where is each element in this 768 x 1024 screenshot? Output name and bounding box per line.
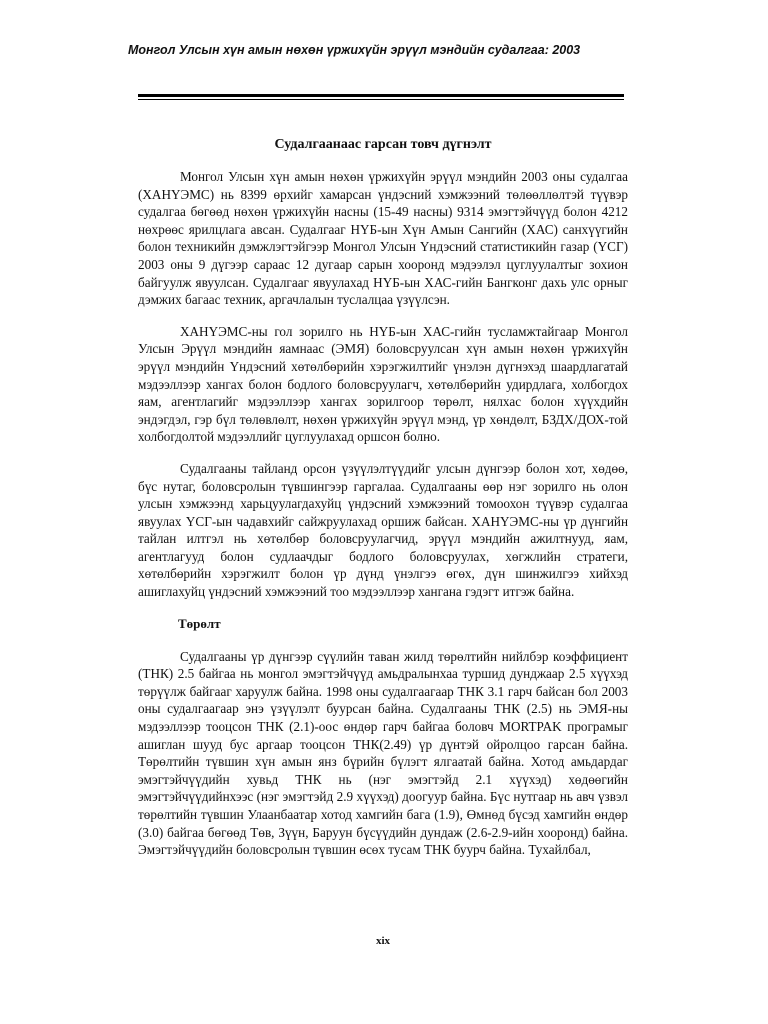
- body-text: [138, 168, 628, 873]
- page-number: xix: [375, 935, 391, 947]
- intro-paragraph-1: Монгол Улсын хүн амын нөхөн үржихүйн эрүүл мэндийн 2003 оны судалгаа (ХАНҮЭМС) нь 8399 өрхийг хамарсан үндэсний хэмжээний төлөөллөлтэй түүвэр судалгаа бөгөөд нөхөн үржихүйн насны (15-49 насны) 9314 эмэгтэйчүүд болон 4212 нөхрөөс ярилцлага авсан. Судалгааг НҮБ-ын Хүн Амын Сангийн (ХАС) санхүүгийн болон техникийн дэмжлэгтэйгээр Монгол Улсын Үндэсний статистикийн газар (ҮСГ) 2003 оны 9 дүгээр сараас 12 дугаар сарын хооронд мэдээлэл цуглуулалтыг зохион байгуулж явуулсан. Судалгааг явуулахад НҮБ-ын ХАС-гийн Бангконг дахь улс орныг дэмжих багаас техник, аргачлалын туслалцаа үзүүлсэн.: [138, 169, 628, 308]
- header-rule-thick: [138, 94, 624, 97]
- intro-paragraph-3: Судалгааны тайланд орсон үзүүлэлтүүдийг улсын дүнгээр болон хот, хөдөө, бүс нутаг, боловсролын түвшингээр гаргалаа. Судалгааны өөр нэг зорилго нь олон улсын хэмжээнд харьцуулагдахуйц үндэсний хэмжээний томоохон түүвэр судалгаа явуулах ҮСГ-ын чадавхийг сайжруулахад оршиж байсан. ХАНҮЭМС-ны үр дүнгийн тайлан илтгэл нь хөтөлбөр боловсруулагчид, эрүүл мэндийн ажилтнууд, яам, агентлагууд болон судлаачдыг бодлого боловсруулах, хөгжлийн стратеги, хөтөлбөрийн хэрэгжилт болон үр дүнд үнэлгээ өгөх, дүн шинжилгээ хийхэд ашиглахуйц үндэсний хэмжээний тоо мэдээллээр хангана гэдэгт итгэж байна.: [138, 460, 628, 600]
- header-rule-thin: [138, 99, 624, 100]
- subsection-heading-fertility: Төрөлт: [178, 615, 221, 631]
- fertility-paragraph-1: Судалгааны үр дүнгээр сүүлийн таван жилд төрөлтийн нийлбэр коэффициент (ТНК) 2.5 байгаа нь монгол эмэгтэйчүүд амьдралынхаа туршид дунджаар 2.5 хүүхэд төрүүлж байгааг харуулж байна. 1998 оны судалгаагаар ТНК 3.1 гарч байсан бол 2003 оны судалгаагаар энэ үзүүлэлт буурсан байна. Судалгааны ТНК (2.5) нь ЭМЯ-ны мэдээллээр тооцсон ТНК (2.1)-оос өндөр гарч байгаа боловч MORTPAK програмыг ашиглан шууд бус аргаар тооцсон ТНК(2.49) үр дүнтэй ойролцоо гарсан байна. Төрөлтийн түвшин хүн амын янз бүрийн бүлэгт ялгаатай байна. Хотод амьдардаг эмэгтэйчүүдийн хувьд ТНК нь (нэг эмэгтэйд 2.1 хүүхэд) хөдөөгийн эмэгтэйчүүдийнхээс (нэг эмэгтэйд 2.9 хүүхэд) доогуур байна. Бүс нутгаар нь авч үзвэл төрөлтийн түвшин Улаанбаатар хотод хамгийн бага (1.9), Өмнөд бүсэд хамгийн өндөр (3.0) байгаа бөгөөд Төв, Зүүн, Баруун бүсүүдийн дундаж (2.6-2.9-ийн хооронд) байна. Эмэгтэйчүүдийн боловсролын түвшин өсөх тусам ТНК буурч байна. Тухайлбал,: [138, 648, 628, 858]
- section-title: Судалгаанаас гарсан товч дүгнэлт: [274, 137, 492, 152]
- running-header: Монгол Улсын хүн амын нөхөн үржихүйн эрүүл мэндийн судалгаа: 2003: [128, 43, 581, 57]
- intro-paragraph-2: ХАНҮЭМС-ны гол зорилго нь НҮБ-ын ХАС-гийн тусламжтайгаар Монгол Улсын Эрүүл мэндийн яамнаас (ЭМЯ) боловсруулсан хүн амын нөхөн үржихүйн эрүүл мэндийн Үндэсний хөтөлбөрийн хэрэгжилтийг үнэлэн дүгнэхэд шаардлагатай мэдээллээр хангах болон бодлого боловсруулагч, хөтөлбөрийн удирдлага, холбогдох яам, агентлагийг мэдээллээр хангах зорилгоор төрөлт, нялхас болон хүүхдийн эндэгдэл, гэр бүл төлөвлөлт, нөхөн үржихүйн эрүүл мэнд, үр хөндөлт, БЗДХ/ДОХ-той холбогдолтой мэдээллийг цуглуулахад оршсон болно.: [138, 323, 628, 445]
